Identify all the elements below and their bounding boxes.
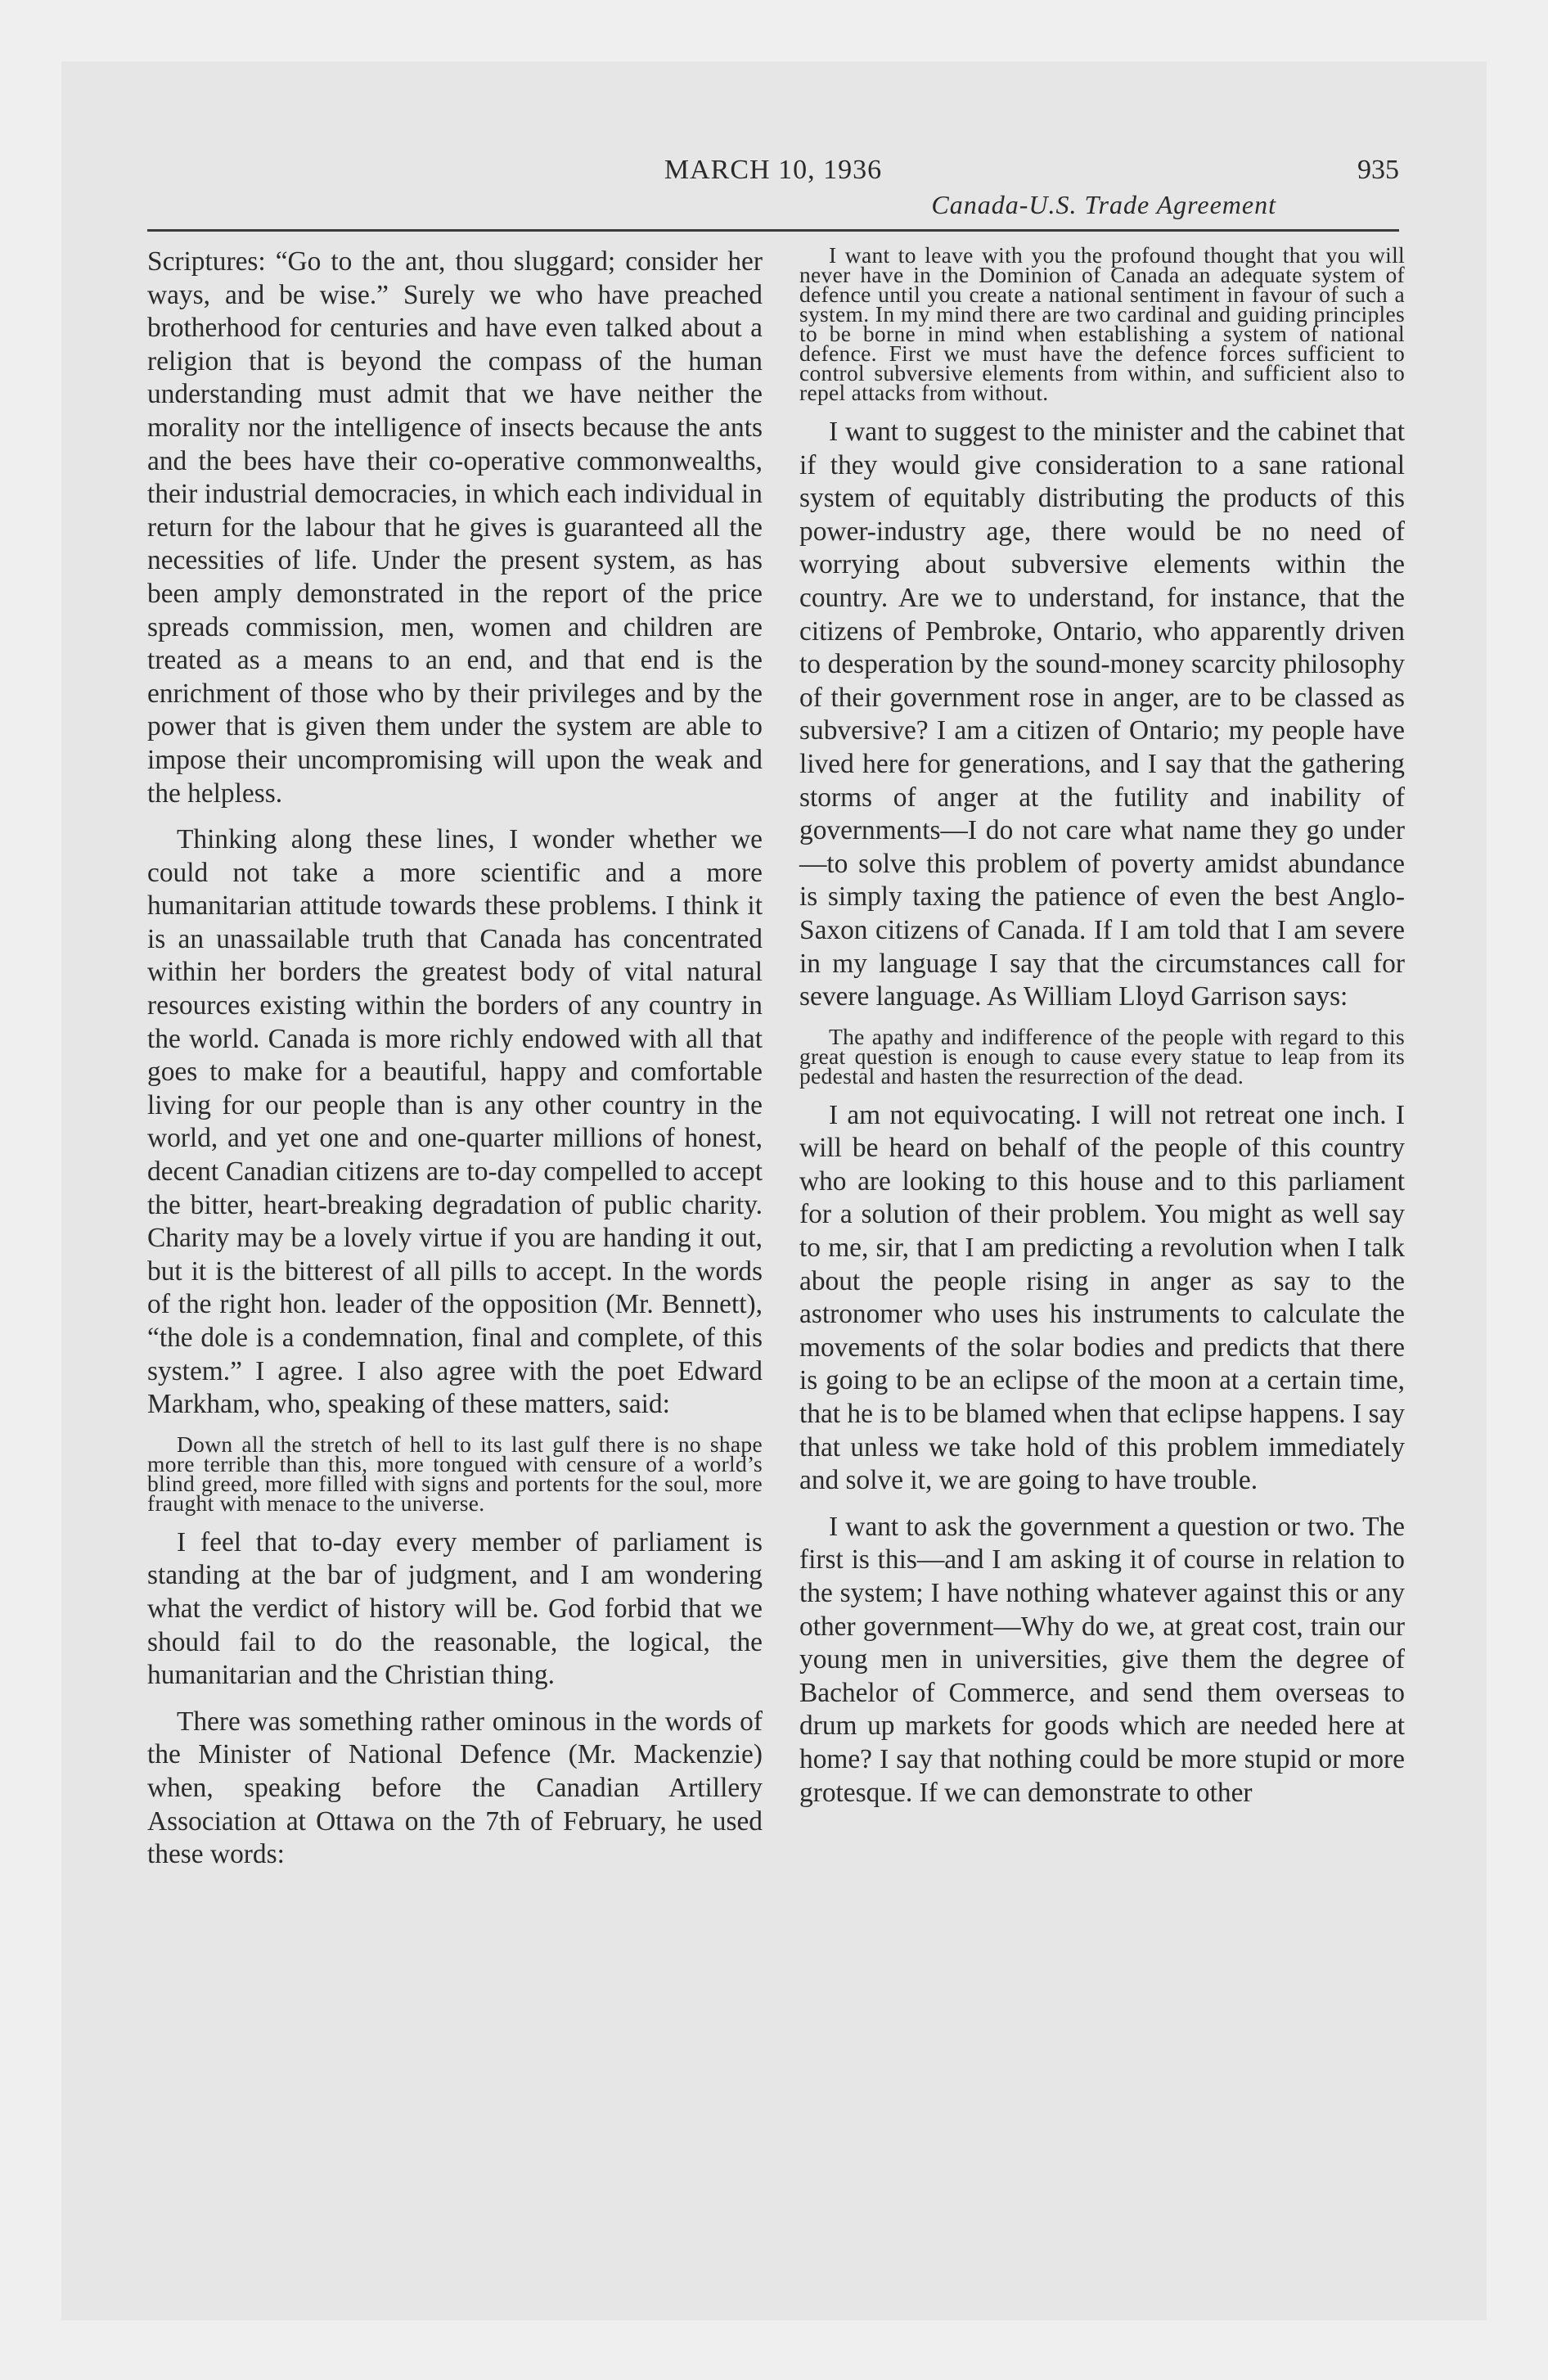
running-head-subtitle: Canada-U.S. Trade Agreement	[931, 190, 1276, 219]
paragraph-not-equivocating: I am not equivocating. I will not retreat one inch. I will be heard on behalf of the people of this country who are looking to this house and to this parliament for a solution of their problem. You might as well say to me, sir, that I am predicting a revolution when I talk about the people rising in anger as say to the astronomer who uses his instruments to calculate the movements of the solar bodies and predicts that there is going to be an eclipse of the moon at a certain time, that he is to be blamed when that eclipse happens. I say that unless we take hold of this problem immediately and solve it, we are going to have trouble.	[799, 1099, 1405, 1496]
paragraph-defence-minister: There was something rather ominous in the words of the Minister of National Defence (Mr. Mackenzie) when, speaking before the Canadian Artillery Association at Ottawa on the 7th of February, he used these words:	[147, 1706, 763, 1870]
paragraph-thinking: Thinking along these lines, I wonder whether we could not take a more scientific and a more humanitarian attitude towards these problems. I think it is an unassailable truth that Canada has concentrated within her borders the greatest body of vital natural resources existing within the borders of any country in the world. Canada is more richly endowed with all that goes to make for a beautiful, happy and comfortable living for our people than is any other country in the world, and yet one and one-quarter millions of honest, decent Canadian citizens are to-day compelled to accept the bitter, heart-breaking degradation of public charity. Charity may be a lovely virtue if you are handing it out, but it is the bitterest of all pills to accept. In the words of the right hon. leader of the opposition (Mr. Bennett), “the dole is a condemnation, final and complete, of this system.” I agree. I also agree with the poet Edward Markham, who, speaking of these matters, said:	[147, 824, 763, 1420]
page-header	[147, 154, 1399, 236]
page-number: 935	[1357, 155, 1399, 185]
paragraph-ask-government: I want to ask the government a question or two. The first is this—and I am asking it of course in relation to the system; I have nothing whatever against this or any other government—Why do we, at great cost, train our young men in universities, give them the degree of Bachelor of Commerce, and send them overseas to drum up markets for goods which are needed here at home? I say that nothing could be more stupid or more grotesque. If we can demonstrate to other	[799, 1511, 1405, 1808]
quote-markham: Down all the stretch of hell to its last gulf there is no shape more terrible than this, more tongued with censure of a world’s blind greed, more filled with signs and portents for the soul, more fraught with menace to the universe.	[147, 1431, 763, 1516]
paragraph-scriptures: Scriptures: “Go to the ant, thou sluggard; consider her ways, and be wise.” Surely we who have preached brotherhood for centuries and have even talked about a religion that is beyond the compass of the human understanding must admit that we have neither the morality nor the intelligence of insects because the ants and the bees have their co-operative commonwealths, their industrial democracies, in which each individual in return for the labour that he gives is guaranteed all the necessities of life. Under the present system, as has been amply demonstrated in the report of the price spreads commission, men, women and children are treated as a means to an end, and that end is the enrichment of those who by their privileges and by the power that is given them under the system are able to impose their uncompromising will upon the weak and the helpless.	[147, 246, 763, 809]
left-column	[147, 246, 763, 1872]
quote-mackenzie: I want to leave with you the profound thought that you will never have in the Dominion of Canada an adequate system of defence until you create a national sentiment in favour of such a system. In my mind there are two cardinal and guiding principles to be borne in mind when establishing a system of national defence. First we must have the defence forces sufficient to control subversive elements from within, and sufficient also to repel attacks from without.	[799, 242, 1405, 405]
running-head-date: MARCH 10, 1936	[664, 155, 883, 185]
right-column	[799, 242, 1405, 1810]
quote-garrison: The apathy and indifference of the people with regard to this great question is enough to cause every statue to leap from its pedestal and hasten the resurrection of the dead.	[799, 1023, 1405, 1089]
paragraph-suggest-minister: I want to suggest to the minister and the cabinet that if they would give consideration to a sane rational system of equitably distributing the products of this power-industry age, there would be no need of worrying about subversive elements within the country. Are we to understand, for instance, that the citizens of Pembroke, Ontario, who apparently driven to desperation by the sound-money scarcity philosophy of their government rose in anger, are to be classed as subversive? I am a citizen of Ontario; my people have lived here for generations, and I say that the gathering storms of anger at the futility and inability of governments—I do not care what name they go under—to solve this problem of poverty amidst abundance is simply taxing the patience of even the best Anglo-Saxon citizens of Canada. If I am told that I am severe in my language I say that the circumstances call for severe language. As William Lloyd Garrison says:	[799, 417, 1405, 1012]
header-rule	[147, 229, 1399, 232]
paragraph-judgment: I feel that to-day every member of parliament is standing at the bar of judgment, and I am wondering what the verdict of history will be. God forbid that we should fail to do the reasonable, the logical, the humanitarian and the Christian thing.	[147, 1526, 763, 1691]
